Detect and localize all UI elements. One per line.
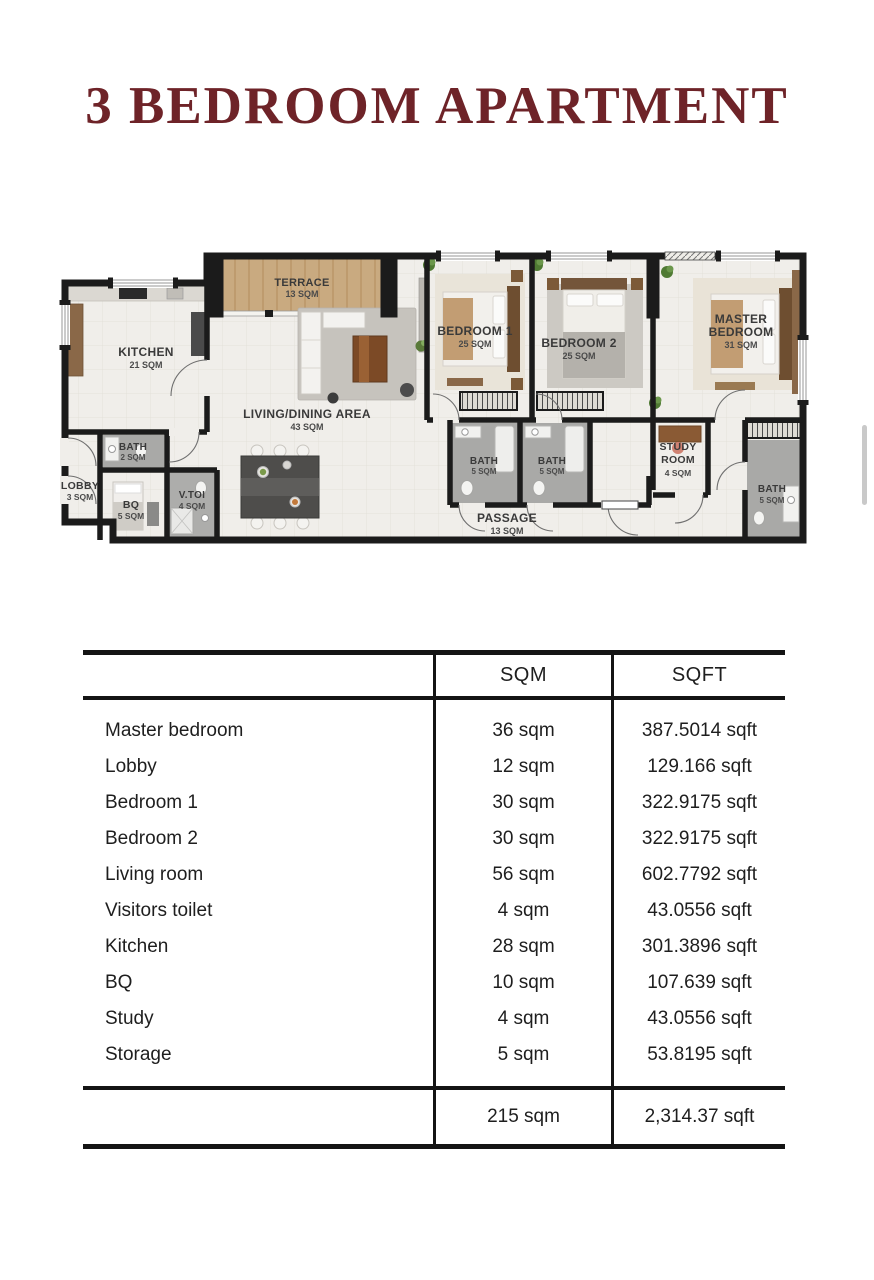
cell-room-label: Storage <box>105 1044 172 1065</box>
svg-text:13 SQM: 13 SQM <box>285 289 319 299</box>
cell-sqft-value: 53.8195 sqft <box>611 1037 785 1073</box>
room-label-bq: BQ <box>122 499 140 511</box>
cell-sqm-value: 30 sqm <box>433 821 611 857</box>
svg-text:5 SQM: 5 SQM <box>471 467 497 476</box>
cell-room-label: Study <box>105 1008 154 1029</box>
cell-room-label: Lobby <box>105 756 157 777</box>
cell-sqm-value: 5 sqm <box>433 1037 611 1073</box>
svg-text:5 SQM: 5 SQM <box>759 496 785 505</box>
total-label <box>83 1090 433 1144</box>
sofa-illustration <box>298 308 416 404</box>
floor-plan <box>55 250 810 545</box>
svg-text:4 SQM: 4 SQM <box>664 468 692 478</box>
cell-room-label: Bedroom 2 <box>105 828 198 849</box>
room-label-bathR: BATH <box>757 484 787 495</box>
header-cell-sqm: SQM <box>433 655 611 696</box>
svg-text:13 SQM: 13 SQM <box>490 526 524 536</box>
cell-room-label: Bedroom 1 <box>105 792 198 813</box>
cell-sqft-value: 107.639 sqft <box>611 965 785 1001</box>
svg-text:25 SQM: 25 SQM <box>562 351 596 361</box>
table-body <box>83 700 785 1086</box>
room-label-passage: PASSAGE <box>477 511 537 525</box>
svg-text:43 SQM: 43 SQM <box>290 422 324 432</box>
cell-sqft-value: 322.9175 sqft <box>611 785 785 821</box>
svg-text:ROOM: ROOM <box>661 454 695 466</box>
svg-text:5 SQM: 5 SQM <box>539 467 565 476</box>
svg-text:BEDROOM: BEDROOM <box>708 325 774 339</box>
cell-sqft-value: 387.5014 sqft <box>611 713 785 749</box>
room-label-study: STUDY <box>659 441 697 453</box>
cell-sqm-value: 28 sqm <box>433 929 611 965</box>
cell-sqm-value: 56 sqm <box>433 857 611 893</box>
cell-sqm-value: 10 sqm <box>433 965 611 1001</box>
room-label-terrace: TERRACE <box>274 277 330 289</box>
room-label-living: LIVING/DINING AREA <box>243 407 371 421</box>
svg-text:2 SQM: 2 SQM <box>120 453 146 462</box>
cell-sqft-value: 602.7792 sqft <box>611 857 785 893</box>
cell-sqft-value: 43.0556 sqft <box>611 893 785 929</box>
room-label-bath2: BATH <box>118 442 148 453</box>
cell-sqm-value: 36 sqm <box>433 713 611 749</box>
cell-sqft-value: 129.166 sqft <box>611 749 785 785</box>
cell-room-label: BQ <box>105 972 133 993</box>
dining-table-illustration <box>241 445 319 529</box>
svg-text:21 SQM: 21 SQM <box>129 360 163 370</box>
room-label-bathB: BATH <box>537 456 567 467</box>
room-label-master: MASTER <box>714 312 768 326</box>
total-row <box>83 1086 785 1149</box>
svg-text:5 SQM: 5 SQM <box>117 511 145 521</box>
page-title: 3 BEDROOM APARTMENT <box>85 77 789 135</box>
total-sqft: 2,314.37 sqft <box>611 1090 785 1144</box>
area-table <box>83 650 785 1149</box>
cell-sqm-value: 4 sqm <box>433 1001 611 1037</box>
total-sqm: 215 sqm <box>433 1090 611 1144</box>
floor-plan-svg <box>55 250 810 545</box>
room-label-bedroom2: BEDROOM 2 <box>541 336 617 350</box>
svg-text:25 SQM: 25 SQM <box>458 339 492 349</box>
header-cell-room <box>83 655 433 696</box>
cell-room-label: Visitors toilet <box>105 900 213 921</box>
room-label-kitchen: KITCHEN <box>118 345 174 359</box>
cell-room-label: Master bedroom <box>105 720 244 741</box>
cell-sqft-value: 322.9175 sqft <box>611 821 785 857</box>
cell-room-label: Kitchen <box>105 936 169 957</box>
cell-sqft-value: 301.3896 sqft <box>611 929 785 965</box>
cell-sqm-value: 30 sqm <box>433 785 611 821</box>
room-label-bedroom1: BEDROOM 1 <box>437 324 513 338</box>
room-label-lobby: LOBBY <box>60 480 100 492</box>
svg-text:3 SQM: 3 SQM <box>66 492 94 502</box>
cell-room-label: Living room <box>105 864 204 885</box>
svg-text:31 SQM: 31 SQM <box>724 340 758 350</box>
scrollbar-thumb[interactable] <box>862 425 867 505</box>
cell-sqft-value: 43.0556 sqft <box>611 1001 785 1037</box>
table-header <box>83 650 785 700</box>
room-label-bathA: BATH <box>469 456 499 467</box>
cell-sqm-value: 12 sqm <box>433 749 611 785</box>
cell-sqm-value: 4 sqm <box>433 893 611 929</box>
room-label-vtoi: V.TOI <box>178 490 206 501</box>
header-cell-sqft: SQFT <box>611 655 785 696</box>
svg-text:4 SQM: 4 SQM <box>178 501 206 511</box>
